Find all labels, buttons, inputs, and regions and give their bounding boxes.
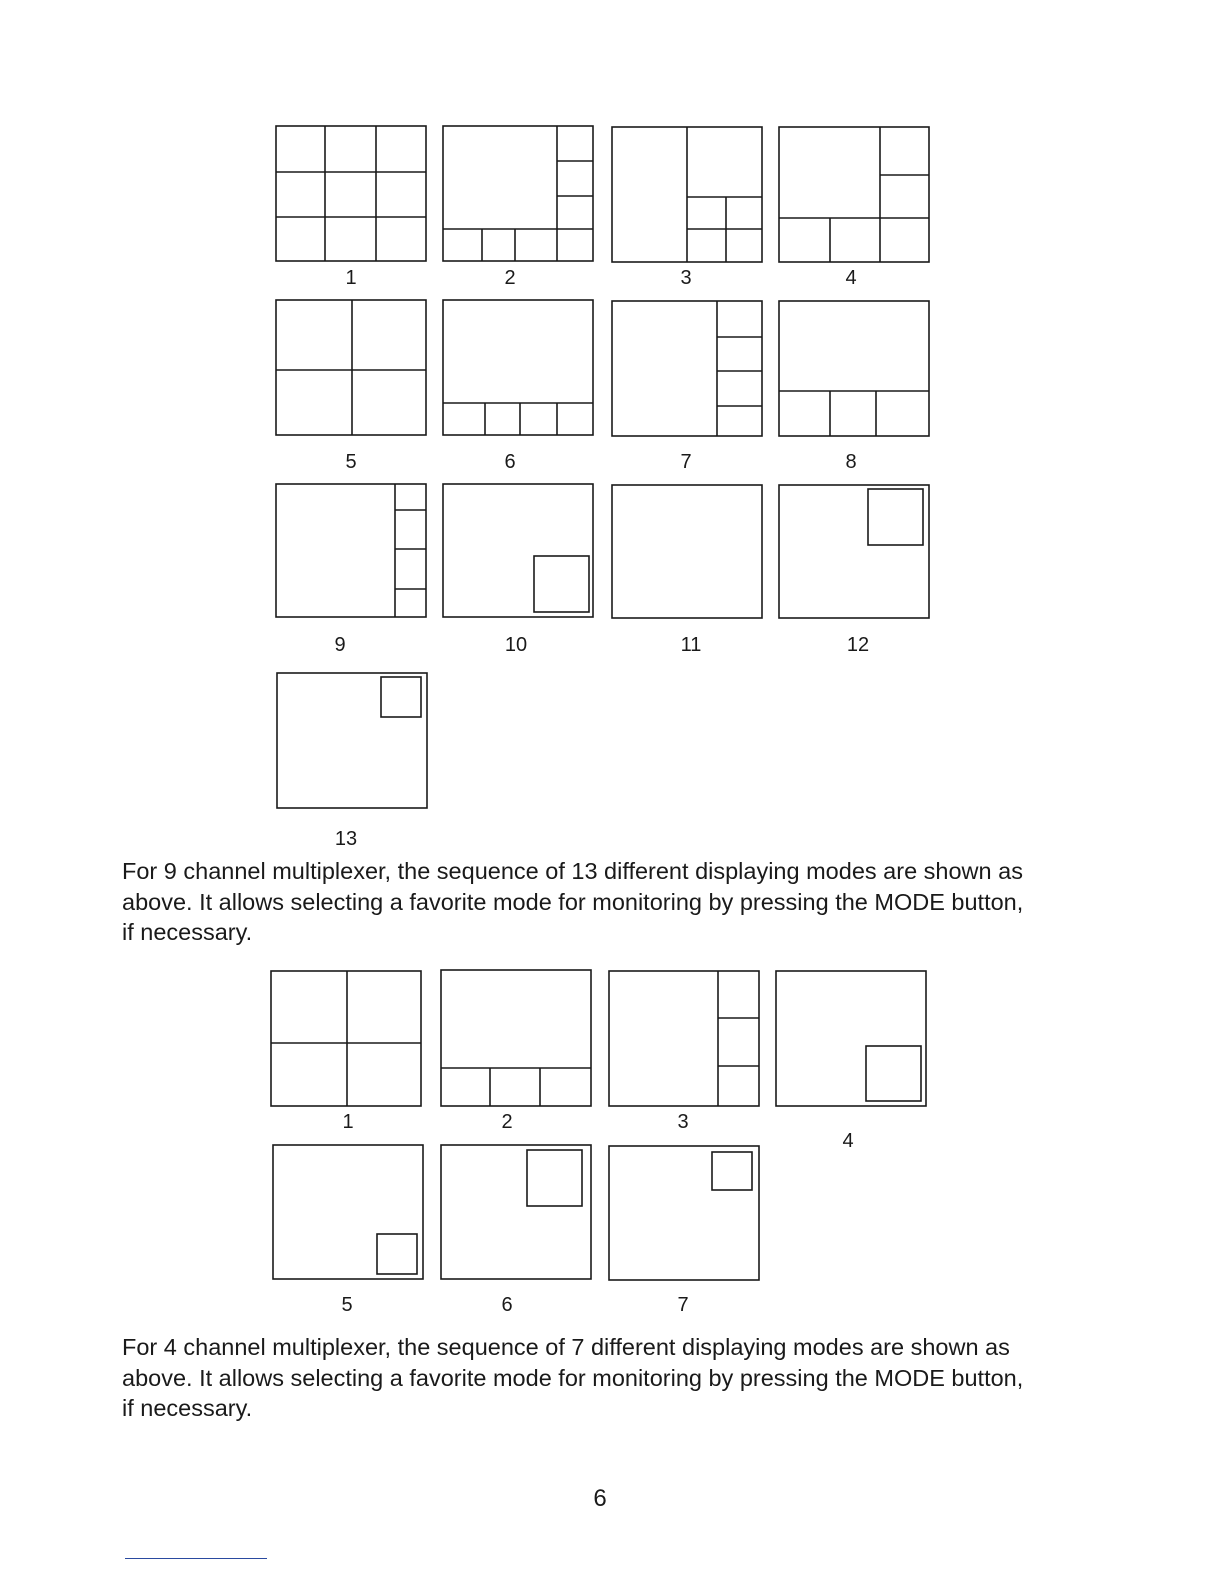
paragraph-4ch: [122, 1332, 1122, 1424]
paragraph-line: above. It allows selecting a favorite mode for monitoring by pressing the MODE button,: [122, 1364, 1024, 1391]
mode-9ch-3: [612, 127, 762, 262]
mode-9ch-7: [612, 301, 762, 436]
mode-label: 7: [677, 1294, 689, 1316]
mode-9ch-6: [443, 300, 593, 435]
mode-label: 8: [845, 451, 857, 473]
mode-4ch-6: [441, 1145, 591, 1279]
mode-label: 7: [680, 451, 692, 473]
mode-9ch-12: [779, 485, 929, 618]
mode-9ch-2: [443, 126, 593, 261]
paragraph-line: if necessary.: [122, 919, 253, 945]
mode-label: 4: [842, 1130, 854, 1152]
mode-9ch-9: [276, 484, 426, 617]
page-number: 6: [593, 1485, 607, 1512]
mode-9ch-13: [277, 673, 427, 808]
mode-4ch-7: [609, 1146, 759, 1280]
mode-label: 12: [846, 634, 870, 656]
paragraph-line: For 9 channel multiplexer, the sequence of 13 different displaying modes are shown as: [122, 858, 1023, 884]
mode-9ch-1: [276, 126, 426, 261]
mode-label: 5: [341, 1294, 353, 1316]
mode-label: 6: [501, 1294, 513, 1316]
paragraph-line: if necessary.: [122, 1395, 253, 1421]
mode-4ch-3: [609, 971, 759, 1106]
mode-label: 11: [680, 634, 702, 656]
mode-9ch-8: [779, 301, 929, 436]
mode-label: 4: [845, 267, 857, 289]
paragraph-line: For 4 channel multiplexer, the sequence of 7 different displaying modes are shown as: [122, 1334, 1010, 1360]
mode-label: 5: [345, 451, 357, 473]
mode-label: 1: [345, 267, 357, 289]
mode-label: 6: [504, 451, 516, 473]
mode-label: 10: [504, 634, 528, 656]
paragraph-9ch: [122, 856, 1122, 948]
mode-label: 2: [501, 1111, 513, 1133]
footnote-divider: [125, 1558, 267, 1559]
mode-9ch-4: [779, 127, 929, 262]
mode-4ch-4: [776, 971, 926, 1106]
paragraph-line: above. It allows selecting a favorite mode for monitoring by pressing the MODE button,: [122, 888, 1024, 915]
mode-label: 13: [334, 828, 358, 850]
mode-4ch-1: [271, 971, 421, 1106]
mode-label: 3: [677, 1111, 689, 1133]
mode-9ch-5: [276, 300, 426, 435]
mode-label: 3: [680, 267, 692, 289]
mode-label: 2: [504, 267, 516, 289]
mode-label: 1: [342, 1111, 354, 1133]
mode-4ch-2: [441, 970, 591, 1106]
mode-9ch-10: [443, 484, 593, 617]
mode-label: 9: [334, 634, 346, 656]
mode-4ch-5: [273, 1145, 423, 1279]
mode-9ch-11: [612, 485, 762, 618]
